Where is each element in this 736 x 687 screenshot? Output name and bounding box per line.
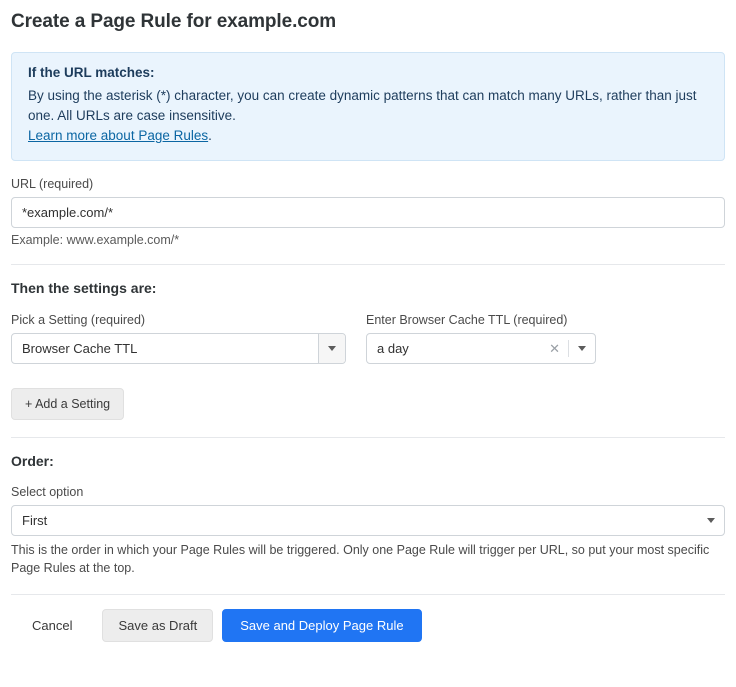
url-match-callout: [11, 52, 725, 161]
chevron-down-icon: [707, 518, 715, 523]
url-input[interactable]: [11, 197, 725, 228]
page-rule-form: [0, 11, 736, 687]
url-field-hint: Example: www.example.com/*: [11, 232, 180, 247]
setting-picker-select[interactable]: [11, 333, 346, 364]
learn-more-page-rules-link[interactable]: Learn more about Page Rules: [28, 127, 209, 143]
divider-settings: [11, 264, 725, 265]
ttl-picker-value: a day: [377, 340, 409, 356]
settings-section-heading: Then the settings are:: [11, 279, 157, 296]
callout-text: By using the asterisk (*) character, you can create dynamic patterns that can match many URLs, rather than just one. All URLs are case insensitive.: [28, 88, 697, 123]
setting-picker-value: Browser Cache TTL: [22, 340, 138, 356]
ttl-picker-dropdown-button[interactable]: [569, 346, 595, 351]
callout-link-suffix: .: [208, 127, 212, 143]
order-section-heading: Order:: [11, 452, 54, 469]
setting-picker-label: Pick a Setting (required): [11, 312, 146, 327]
setting-picker-group: [11, 313, 346, 364]
page-title: Create a Page Rule for example.com: [11, 11, 337, 32]
form-footer: [11, 609, 725, 642]
add-setting-button[interactable]: + Add a Setting: [11, 388, 124, 420]
ttl-picker-label: Enter Browser Cache TTL (required): [366, 312, 568, 327]
chevron-down-icon: [328, 346, 336, 351]
close-icon[interactable]: ✕: [549, 340, 560, 356]
order-select[interactable]: [11, 505, 725, 536]
order-select-value: First: [22, 512, 48, 528]
divider-order: [11, 437, 725, 438]
setting-picker-dropdown-button[interactable]: [318, 334, 345, 363]
settings-row: [11, 313, 725, 364]
ttl-picker-group: [366, 313, 596, 364]
url-field-label: URL (required): [11, 176, 94, 191]
cancel-button[interactable]: Cancel: [11, 609, 93, 642]
order-note: This is the order in which your Page Rules will be triggered. Only one Page Rule will trigger per URL, so put your most specific Page Rules at the top.: [11, 542, 710, 576]
chevron-down-icon: [578, 346, 586, 351]
callout-body: [28, 86, 708, 146]
callout-title: If the URL matches:: [28, 65, 155, 80]
ttl-picker-select[interactable]: [366, 333, 596, 364]
divider-footer: [11, 594, 725, 595]
save-and-deploy-button[interactable]: Save and Deploy Page Rule: [222, 609, 421, 642]
save-as-draft-button[interactable]: Save as Draft: [102, 609, 213, 642]
order-select-dropdown-button[interactable]: [698, 518, 724, 523]
order-select-label: Select option: [11, 484, 84, 499]
